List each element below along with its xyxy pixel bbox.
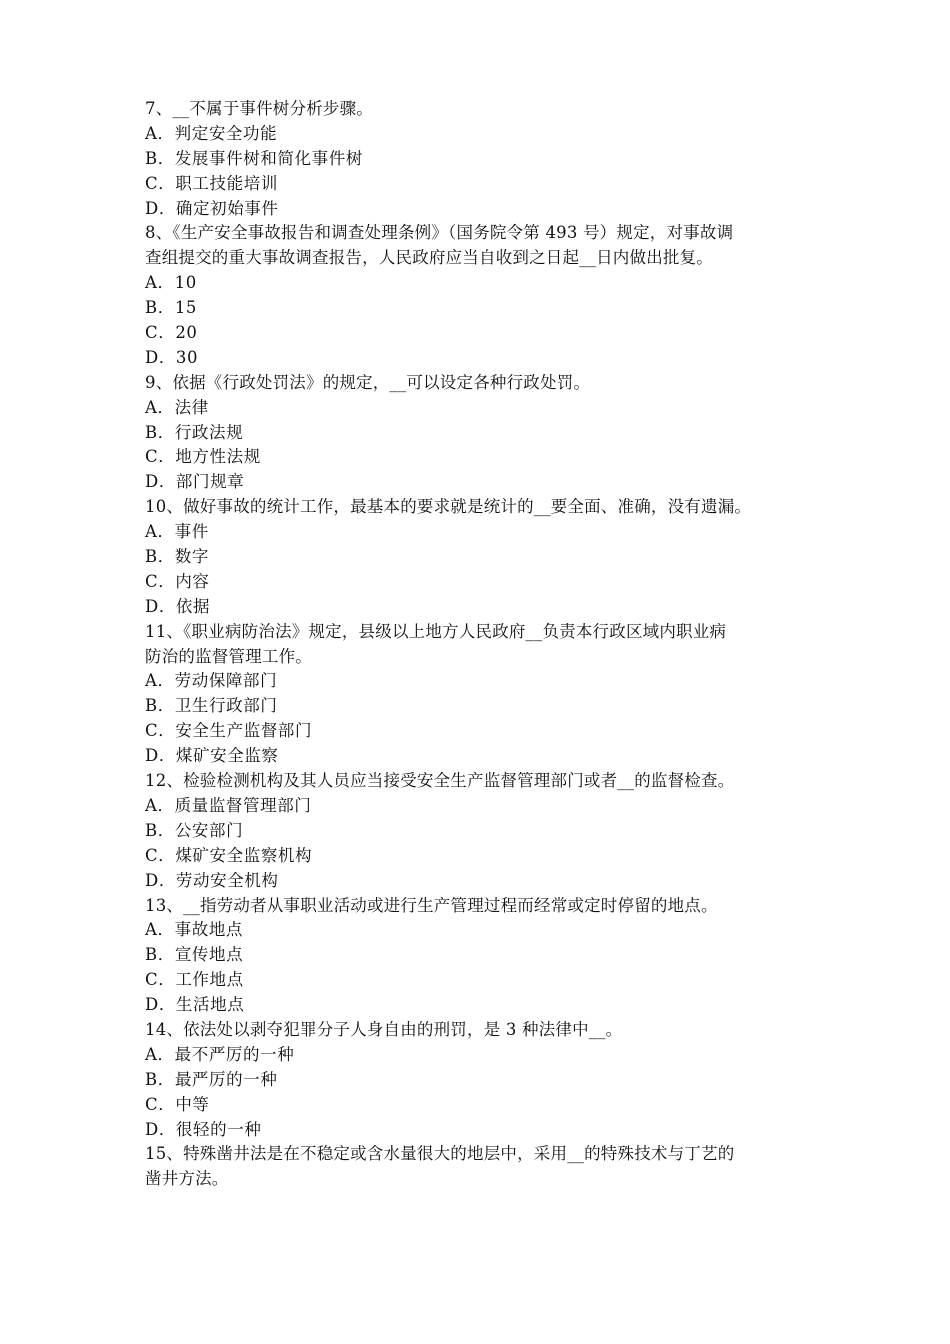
question-block	[145, 221, 813, 370]
question-block	[145, 620, 813, 769]
question-block	[145, 371, 813, 495]
answer-option: C．地方性法规	[145, 447, 261, 467]
answer-option: C．中等	[145, 1094, 210, 1114]
answer-option: B．发展事件树和简化事件树	[145, 148, 363, 168]
answer-option: C．煤矿安全监察机构	[145, 845, 313, 865]
answer-option: A．质量监督管理部门	[145, 795, 312, 815]
answer-option: D．劳动安全机构	[145, 870, 279, 890]
question-text: 15、特殊凿井法是在不稳定或含水量很大的地层中，采用__的特殊技术与丁艺的	[145, 1144, 735, 1164]
answer-option: C．安全生产监督部门	[145, 721, 313, 741]
answer-option: D．依据	[145, 596, 211, 616]
question-text: 11、《职业病防治法》规定，县级以上地方人民政府__负责本行政区域内职业病	[145, 621, 727, 641]
question-block	[145, 1142, 813, 1192]
question-block	[145, 1018, 813, 1142]
answer-option: B．数字	[145, 547, 210, 567]
answer-option: A．劳动保障部门	[145, 671, 278, 691]
question-block	[145, 97, 813, 221]
question-text: 14、依法处以剥夺犯罪分子人身自由的刑罚，是 3 种法律中__。	[145, 1019, 623, 1039]
answer-option: D．煤矿安全监察	[145, 746, 279, 766]
answer-option: B．最严厉的一种	[145, 1069, 278, 1089]
answer-option: C．内容	[145, 571, 210, 591]
question-text: 9、依据《行政处罚法》的规定，__可以设定各种行政处罚。	[145, 372, 591, 392]
question-text: 7、__不属于事件树分析步骤。	[145, 99, 373, 118]
question-text: 12、检验检测机构及其人员应当接受安全生产监督管理部门或者__的监督检查。	[145, 771, 735, 791]
question-text: 8、《生产安全事故报告和调查处理条例》（国务院令第 493 号）规定，对事故调	[145, 223, 734, 243]
answer-option: D．很轻的一种	[145, 1119, 262, 1139]
question-block	[145, 769, 813, 893]
question-text: 凿井方法。	[145, 1169, 229, 1189]
answer-option: A．事故地点	[145, 920, 244, 940]
question-text: 防治的监督管理工作。	[145, 646, 312, 666]
answer-option: A．事件	[145, 522, 209, 542]
answer-option: D．生活地点	[145, 995, 245, 1015]
answer-option: C．工作地点	[145, 970, 244, 990]
answer-option: B．15	[145, 298, 198, 318]
answer-option: A．法律	[145, 397, 209, 417]
answer-option: B．宣传地点	[145, 945, 244, 965]
answer-option: B．行政法规	[145, 422, 244, 442]
question-text: 13、__指劳动者从事职业活动或进行生产管理过程而经常或定时停留的地点。	[145, 895, 718, 915]
document-body	[145, 97, 813, 1192]
answer-option: C．20	[145, 323, 198, 343]
question-text: 10、做好事故的统计工作，最基本的要求就是统计的__要全面、准确，没有遗漏。	[145, 497, 752, 517]
answer-option: C．职工技能培训	[145, 173, 278, 193]
answer-option: D．确定初始事件	[145, 198, 279, 218]
answer-option: B．卫生行政部门	[145, 696, 278, 716]
question-block	[145, 495, 813, 619]
answer-option: A．最不严厉的一种	[145, 1044, 295, 1064]
answer-option: D．部门规章	[145, 472, 245, 492]
question-block	[145, 894, 813, 1018]
answer-option: D．30	[145, 347, 199, 367]
question-text: 查组提交的重大事故调查报告，人民政府应当自收到之日起__日内做出批复。	[145, 248, 713, 268]
answer-option: A．判定安全功能	[145, 123, 278, 143]
answer-option: A．10	[145, 273, 197, 293]
answer-option: B．公安部门	[145, 820, 244, 840]
